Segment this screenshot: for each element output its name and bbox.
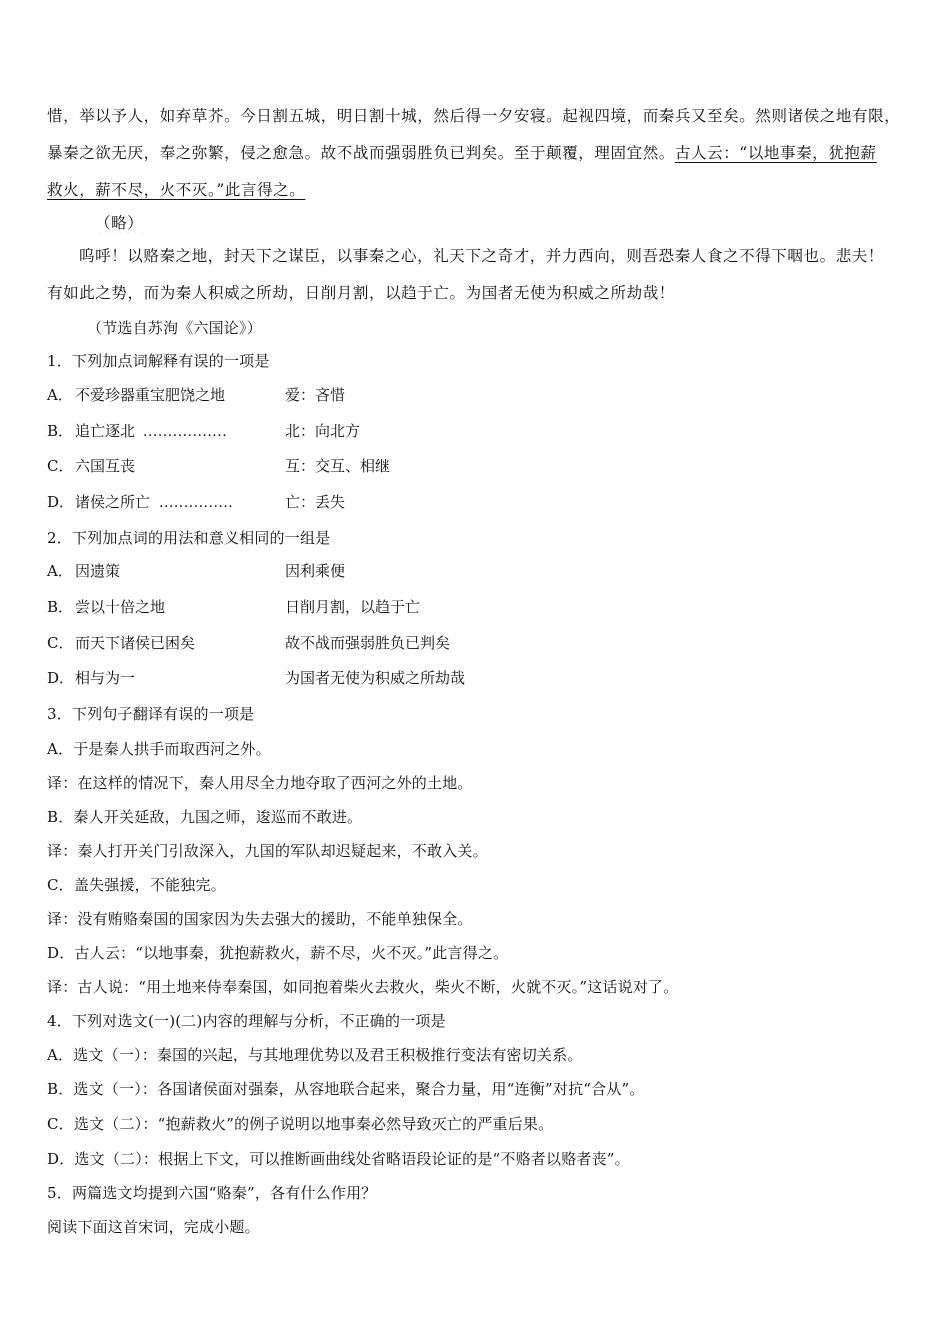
q4-option-c: C．选文（二）：“抱薪救火”的例子说明以地事秦必然导致灭亡的严重后果。 bbox=[47, 1115, 554, 1133]
q3-sentence-b: B．秦人开关延敌，九国之师，逡巡而不敢进。 bbox=[47, 808, 363, 826]
q1-option-d bbox=[47, 491, 909, 515]
q3-translation-d: 译：古人说：“用土地来侍奉秦国，如同抱着柴火去救火，柴火不断，火就不灭。”这话说对了。 bbox=[47, 978, 679, 996]
option-text: 追亡逐北 bbox=[75, 422, 136, 440]
passage-line-2 bbox=[47, 141, 909, 163]
dotted-leader: ................. bbox=[143, 424, 228, 440]
option-label: B． bbox=[47, 422, 74, 440]
q3-sentence-a: A．于是秦人拱手而取西河之外。 bbox=[47, 740, 271, 758]
q2-option-c bbox=[47, 632, 909, 656]
q1-option-b bbox=[47, 420, 909, 444]
omitted-text: （略） bbox=[95, 214, 144, 232]
dotted-leader: ............... bbox=[159, 495, 234, 511]
option-compare: 日削月割，以趋于亡 bbox=[285, 598, 421, 616]
option-label: D． bbox=[47, 493, 75, 511]
passage-line-5: 呜呼！以赂秦之地，封天下之谋臣，以事秦之心，礼天下之奇才，并力西向，则吾恐秦人食之不得下咽也。悲夫！ bbox=[79, 247, 885, 265]
option-text: 而天下诸侯已困矣 bbox=[75, 634, 196, 652]
q3-translation-c: 译：没有贿赂秦国的国家因为失去强大的援助，不能单独保全。 bbox=[47, 910, 473, 928]
q3-sentence-d: D．古人云：“以地事秦，犹抱薪救火，薪不尽，火不灭。”此言得之。 bbox=[47, 944, 509, 962]
option-label: C． bbox=[47, 457, 74, 475]
option-label: C． bbox=[47, 634, 74, 652]
option-text: 六国互丧 bbox=[75, 457, 136, 475]
option-label: A． bbox=[47, 386, 73, 404]
option-label: B． bbox=[47, 598, 74, 616]
option-compare: 为国者无使为积威之所劫哉 bbox=[285, 669, 466, 687]
q2-option-d bbox=[47, 667, 909, 691]
underlined-quote-end: 救火，薪不尽，火不灭。”此言得之。 bbox=[47, 181, 306, 199]
option-text: 不爱珍器重宝肥饶之地 bbox=[75, 386, 226, 404]
q4-option-d: D．选文（二）：根据上下文，可以推断画曲线处省略语段论证的是“不赂者以赂者丧”。 bbox=[47, 1150, 630, 1168]
option-gloss: 北：向北方 bbox=[285, 422, 361, 440]
q4-option-a: A．选文（一）：秦国的兴起，与其地理优势以及君王积极推行变法有密切关系。 bbox=[47, 1046, 583, 1064]
passage-line-2-text: 暴秦之欲无厌，奉之弥繁，侵之愈急。故不战而强弱胜负已判矣。至于颠覆，理固宜然。 bbox=[47, 144, 675, 162]
option-gloss: 亡：丢失 bbox=[285, 493, 346, 511]
next-section-instruction: 阅读下面这首宋词，完成小题。 bbox=[47, 1218, 260, 1236]
passage-line-1: 惜，举以予人，如弃草芥。今日割五城，明日割十城，然后得一夕安寝。起视四境，而秦兵又至矣。然则诸侯之地有限， bbox=[47, 107, 901, 125]
option-compare: 因利乘便 bbox=[285, 562, 346, 580]
q3-translation-b: 译：秦人打开关门引敌深入，九国的军队却迟疑起来，不敢入关。 bbox=[47, 842, 488, 860]
passage-source: （节选自苏洵《六国论》） bbox=[87, 319, 262, 337]
option-label: D． bbox=[47, 669, 75, 687]
q4-stem: 4．下列对选文(一)(二)内容的理解与分析，不正确的一项是 bbox=[47, 1012, 446, 1030]
option-text: 相与为一 bbox=[75, 669, 136, 687]
q3-translation-a: 译：在这样的情况下，秦人用尽全力地夺取了西河之外的土地。 bbox=[47, 774, 473, 792]
option-gloss: 互：交互、相继 bbox=[285, 457, 391, 475]
passage-line-3 bbox=[47, 178, 909, 200]
q1-stem: 1．下列加点词解释有误的一项是 bbox=[47, 352, 270, 370]
q2-option-b bbox=[47, 596, 909, 620]
omitted-marker bbox=[95, 211, 195, 233]
passage-line-6: 有如此之势，而为秦人积威之所劫，日削月割，以趋于亡。为国者无使为积威之所劫哉！ bbox=[47, 284, 675, 302]
option-text: 尝以十倍之地 bbox=[75, 598, 166, 616]
q4-option-b: B．选文（一）：各国诸侯面对强秦，从容地联合起来，聚合力量，用“连衡”对抗“合从”。 bbox=[47, 1080, 645, 1098]
underlined-quote-start: 古人云：“以地事秦，犹抱薪 bbox=[674, 144, 877, 162]
q1-option-c bbox=[47, 455, 909, 479]
q3-sentence-c: C．盖失强援，不能独完。 bbox=[47, 876, 226, 894]
option-text: 诸侯之所亡 bbox=[75, 493, 151, 511]
option-gloss: 爱：吝惜 bbox=[285, 386, 346, 404]
q1-option-a bbox=[47, 384, 909, 408]
q2-stem: 2．下列加点词的用法和意义相同的一组是 bbox=[47, 529, 331, 547]
option-text: 因遗策 bbox=[75, 562, 121, 580]
q3-stem: 3．下列句子翻译有误的一项是 bbox=[47, 705, 255, 723]
q2-option-a bbox=[47, 560, 909, 584]
q5-stem: 5．两篇选文均提到六国“赂秦”，各有什么作用？ bbox=[47, 1184, 377, 1202]
option-compare: 故不战而强弱胜负已判矣 bbox=[285, 634, 451, 652]
option-label: A． bbox=[47, 562, 73, 580]
